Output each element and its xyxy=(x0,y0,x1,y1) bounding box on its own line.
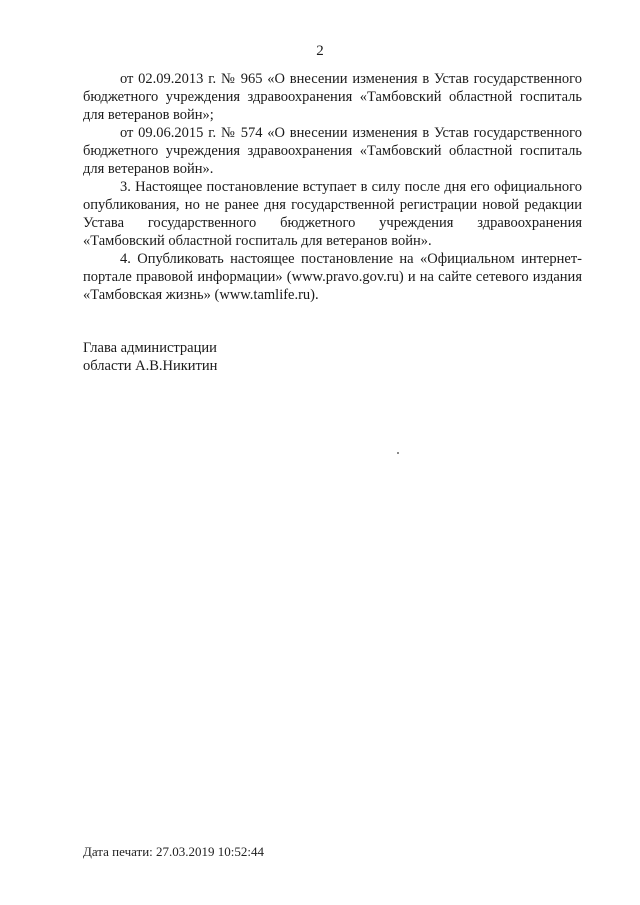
signature-name: области А.В.Никитин xyxy=(83,358,218,374)
signature-block xyxy=(83,339,383,375)
effective-date-paragraph: 3. Настоящее постановление вступает в силу после дня его официального опубликования, но не ранее дня государственной регистрации новой редакции Устава государственного бюджетного учреждения здравоохранения «Тамбовский областной госпиталь для ветеранов войн». xyxy=(83,179,582,249)
signature-title: Глава администрации xyxy=(83,340,217,356)
amendment-2013-paragraph: от 02.09.2013 г. № 965 «О внесении изменения в Устав государственного бюджетного учреждения здравоохранения «Тамбовский областной госпиталь для ветеранов войн»; xyxy=(83,71,582,123)
amendment-2015-paragraph: от 09.06.2015 г. № 574 «О внесении изменения в Устав государственного бюджетного учреждения здравоохранения «Тамбовский областной госпиталь для ветеранов войн». xyxy=(83,125,582,177)
print-date: Дата печати: 27.03.2019 10:52:44 xyxy=(83,844,265,859)
stray-dot-mark xyxy=(397,452,399,454)
document-body xyxy=(83,70,582,304)
page-number: 2 xyxy=(316,43,324,59)
publication-paragraph: 4. Опубликовать настоящее постановление на «Официальном интернет-портале правовой информации» (www.pravo.gov.ru) и на сайте сетевого издания «Тамбовская жизнь» (www.tamlife.ru). xyxy=(83,251,582,303)
